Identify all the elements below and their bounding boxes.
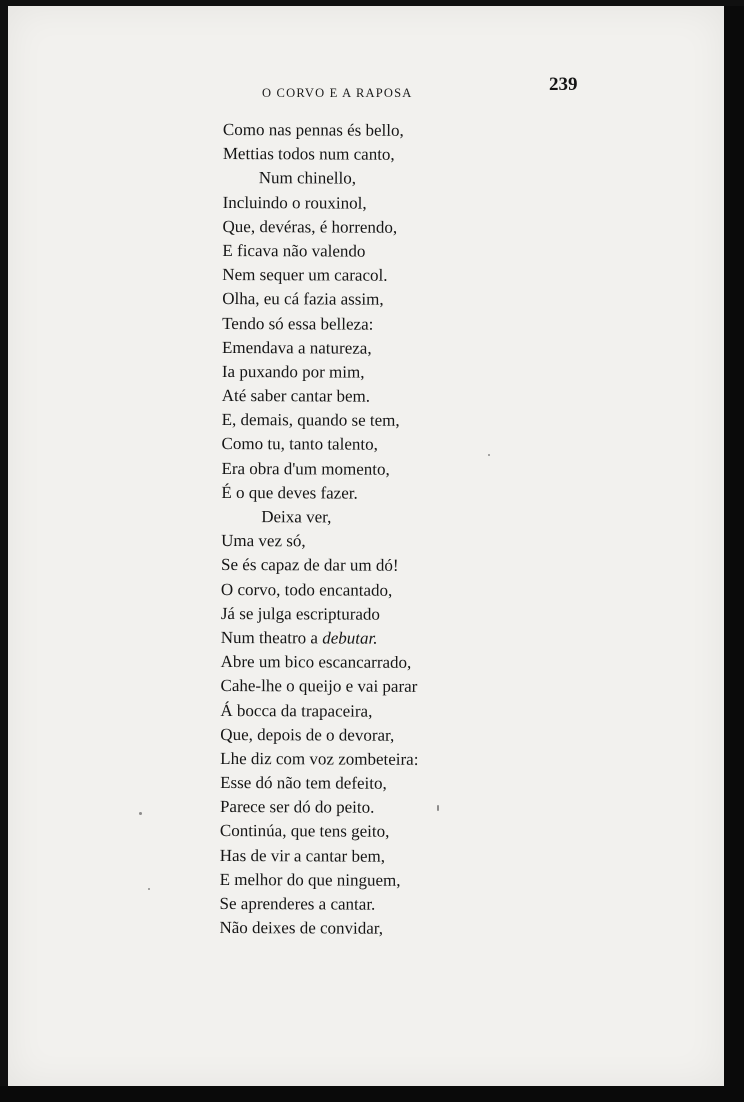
paper-speck: [148, 888, 150, 890]
running-header-title: O CORVO E A RAPOSA: [262, 86, 413, 100]
page-number: 239: [549, 74, 578, 95]
verse-line: Incluindo o rouxinol,: [222, 192, 367, 213]
verse-line: Se aprenderes a cantar.: [219, 893, 376, 914]
paper-speck: [488, 454, 490, 456]
verse-line: Até saber cantar bem.: [221, 386, 371, 406]
verse-line: Tendo só essa belleza:: [222, 313, 374, 334]
verse-line: Has de vir a cantar bem,: [219, 845, 386, 866]
verse-line: Que, devéras, é horrendo,: [222, 216, 398, 237]
verse-line: Abre um bico escancarrado,: [220, 652, 412, 672]
verse-line: [221, 626, 419, 651]
verse-line: E, demais, quando se tem,: [221, 410, 400, 431]
verse-line: Nem sequer um caracol.: [222, 265, 388, 285]
verse-line: Parece ser dó do peito.: [219, 797, 375, 817]
poem-verse: [219, 118, 421, 941]
verse-line: Que, depois de o devorar,: [220, 724, 395, 745]
verse-line: Não deixes de convidar,: [219, 918, 384, 938]
verse-line: E ficava não valendo: [222, 240, 366, 261]
verse-line: Se és capaz de dar um dó!: [221, 555, 399, 576]
verse-line: Cahe-lhe o queijo e vai parar: [220, 676, 418, 697]
verse-line: Uma vez só,: [221, 531, 306, 551]
verse-line: Ia puxando por mim,: [221, 361, 365, 382]
verse-line-italic-word: debutar.: [322, 628, 378, 648]
verse-line: O corvo, todo encantado,: [220, 579, 393, 600]
paper-speck: [437, 805, 439, 811]
verse-line: Num chinello,: [258, 168, 357, 188]
page-edge-bottom: [0, 1086, 744, 1102]
verse-line: Era obra d'um momento,: [221, 458, 390, 479]
verse-line: Como tu, tanto talento,: [221, 434, 378, 455]
verse-line: Olha, eu cá fazia assim,: [222, 289, 384, 310]
verse-line: Já se julga escripturado: [220, 603, 380, 624]
page-edge-right: [724, 6, 744, 1102]
verse-line: É o que deves fazer.: [221, 482, 358, 503]
verse-line: Emendava a natureza,: [221, 337, 372, 358]
verse-line: Á bocca da trapaceira,: [220, 700, 373, 721]
verse-line: Mettias todos num canto,: [222, 144, 395, 164]
verse-line: Deixa ver,: [261, 507, 332, 527]
verse-line: Continúa, que tens geito,: [219, 821, 390, 842]
verse-line-text: Num theatro a: [220, 627, 323, 648]
paper-speck: [139, 812, 142, 815]
verse-line: Lhe diz com voz zombeteira:: [220, 748, 419, 769]
verse-line: Esse dó não tem defeito,: [220, 773, 387, 793]
verse-line: Como nas pennas és bello,: [222, 119, 404, 140]
verse-line: E melhor do que ninguem,: [219, 869, 401, 890]
